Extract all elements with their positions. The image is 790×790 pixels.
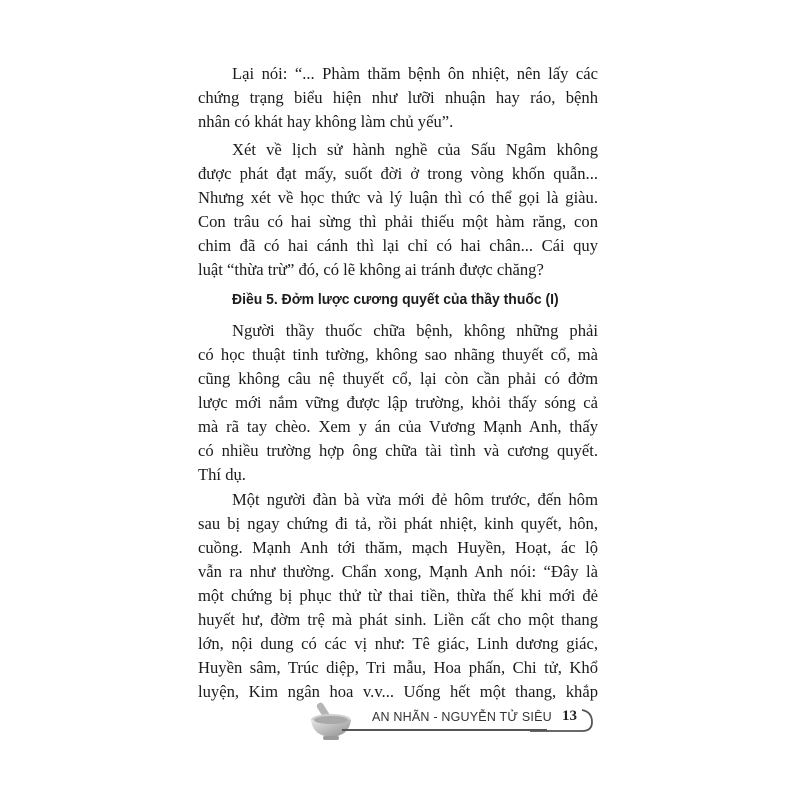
- text-line: sau bị ngay chứng đi tả, rồi phát nhiệt, kinh quyết, hôn,: [198, 514, 598, 533]
- text-line: có nhiều trường hợp ông chữa tài tình và cương quyết.: [198, 441, 598, 460]
- text-line: chứng trạng biểu hiện như lưỡi nhuận hay ráo, bệnh: [198, 88, 598, 107]
- section-heading: Điều 5. Đởm lược cương quyết của thầy thuốc (I): [232, 291, 559, 308]
- text-line: lớn, nội dung có các vị như: Tê giác, Linh dương giác,: [198, 634, 598, 653]
- text-line: Nhưng xét về học thức và lý luận thì có thể gọi là giàu.: [198, 188, 598, 207]
- text-line: luyện, Kim ngân hoa v.v... Uống hết một thang, khắp: [198, 682, 598, 701]
- text-line: Lại nói: “... Phàm thăm bệnh ôn nhiệt, nên lấy các: [232, 64, 598, 83]
- paragraph-3: [198, 319, 598, 487]
- page-number: 13: [562, 708, 577, 724]
- text-line: mà rã tay chèo. Xem y án của Vương Mạnh Anh, thấy: [198, 417, 598, 436]
- paragraph-4: [198, 488, 598, 704]
- paragraph-2: [198, 138, 598, 282]
- text-line: Xét về lịch sử hành nghề của Sấu Ngâm không: [232, 140, 598, 159]
- mortar-pestle-icon: [304, 700, 356, 744]
- page-footer: [300, 700, 600, 750]
- text-line: lược mới nắm vững được lập trường, khỏi thấy sóng cả: [198, 393, 598, 412]
- text-line: được phát đạt mấy, suốt đời ở trong vòng khốn quẫn...: [198, 164, 598, 183]
- text-line: luật “thừa trừ” đó, có lẽ không ai tránh được chăng?: [198, 260, 544, 279]
- text-line: một chứng bị phục thử từ thai tiền, thừa thế khi mới đẻ: [198, 586, 598, 605]
- text-line: cũng không câu nệ thuyết cổ, lại còn cần phải có đởm: [198, 369, 598, 388]
- paragraph-1: [198, 62, 598, 134]
- text-line: Người thầy thuốc chữa bệnh, không những phải: [232, 321, 598, 340]
- text-line: huyết hư, đờm trệ mà phát sinh. Liền cất cho một thang: [198, 610, 598, 629]
- text-line: vẫn ra như thường. Chẩn xong, Mạnh Anh nói: “Đây là: [198, 562, 598, 581]
- footer-author: AN NHÃN - NGUYỄN TỬ SIÊU: [372, 710, 552, 724]
- text-line: có học thuật tinh tường, không sao nhãng thuyết cổ, mà: [198, 345, 598, 364]
- text-line: Thí dụ.: [198, 465, 246, 484]
- text-line: chim đã có hai cánh thì lại chỉ có hai chân... Cái quy: [198, 236, 598, 255]
- footer-rule: [342, 729, 547, 731]
- text-line: Huyền sâm, Trúc diệp, Tri mẫu, Hoa phấn, Chi tử, Khổ: [198, 658, 598, 677]
- text-line: Con trâu có hai sừng thì phải thiếu một hàm răng, con: [198, 212, 598, 231]
- text-line: nhân có khát hay không làm chủ yếu”.: [198, 112, 454, 131]
- text-line: Một người đàn bà vừa mới đẻ hôm trước, đến hôm: [232, 490, 598, 509]
- text-line: cuồng. Mạnh Anh tới thăm, mạch Huyền, Hoạt, ác lộ: [198, 538, 598, 557]
